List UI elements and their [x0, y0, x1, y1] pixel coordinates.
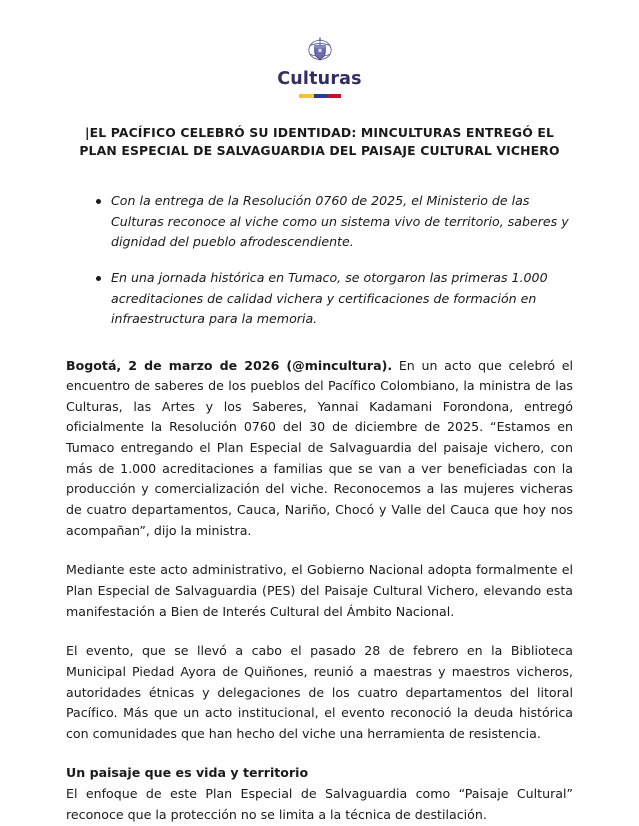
highlights-list: [66, 191, 573, 329]
paragraph-3: El evento, que se llevó a cabo el pasado 28 de febrero en la Biblioteca Municipal Piedad Ayora de Quiñones, reunió a maestras y maestros vicheros, autoridades étnicas y delegaciones de los cuatro departamentos del litoral Pacífico. Más que un acto institucional, el evento reconoció la deuda histórica con comunidades que han hecho del viche una herramienta de resistencia.: [66, 643, 573, 741]
paragraph-4: El enfoque de este Plan Especial de Salvaguardia como “Paisaje Cultural” reconoce que la protección no se limita a la técnica de destilación.: [66, 786, 573, 822]
culturas-wordmark: Culturas: [277, 69, 362, 89]
list-item: [66, 191, 573, 252]
paragraph-lead-text: En un acto que celebró el encuentro de saberes de los pueblos del Pacífico Colombiano, la ministra de las Culturas, las Artes y los Saberes, Yannai Kadamani Forondona, entregó oficialmente la Resolución 0760 del 30 de diciembre de 2025. “Estamos en Tumaco entregando el Plan Especial de Salvaguardia del paisaje vichero, con más de 1.000 acreditaciones a familias que se van a ver beneficiadas con la producción y comercialización del viche. Reconocemos a las mujeres vicheras de cuatro departamentos, Cauca, Nariño, Chocó y Valle del Cauca que hoy nos acompañan”, dijo la ministra.: [66, 357, 573, 538]
body-copy: [66, 356, 573, 826]
list-item-text: En una jornada histórica en Tumaco, se otorgaron las primeras 1.000 acreditaciones de calidad vichera y certificaciones de formación en infraestructura para la memoria.: [111, 270, 548, 327]
page-title-line-1: |EL PACÍFICO CELEBRÓ SU IDENTIDAD: MINCULTURAS ENTREGÓ EL PLAN: [79, 124, 555, 159]
page-title: [66, 124, 573, 162]
paragraph-lead: [66, 356, 573, 542]
colombia-coat-of-arms-icon: [303, 34, 337, 68]
flag-stripe-yellow: [299, 94, 315, 98]
section-subheading: Un paisaje que es vida y territorio: [66, 765, 309, 781]
flag-stripe-red: [327, 94, 340, 98]
bullet-icon: [96, 276, 101, 281]
colombia-flag-bar: [299, 94, 341, 98]
list-item-text: Con la entrega de la Resolución 0760 de 2025, el Ministerio de las Culturas reconoce al viche como un sistema vivo de territorio, saberes y dignidad del pueblo afrodescendiente.: [111, 193, 569, 249]
list-item: [66, 268, 573, 329]
flag-stripe-blue: [314, 94, 327, 98]
bullet-icon: [96, 199, 101, 204]
letterhead: [66, 0, 573, 98]
dateline: Bogotá, 2 de marzo de 2026 (@mincultura).: [66, 357, 393, 373]
page-title-line-2: ESPECIAL DE SALVAGUARDIA DEL PAISAJE CULTURAL VICHERO: [121, 143, 560, 159]
paragraph-2: Mediante este acto administrativo, el Gobierno Nacional adopta formalmente el Plan Especial de Salvaguardia (PES) del Paisaje Cultural Vichero, elevando esta manifestación a Bien de Interés Cultural del Ámbito Nacional.: [66, 562, 573, 619]
